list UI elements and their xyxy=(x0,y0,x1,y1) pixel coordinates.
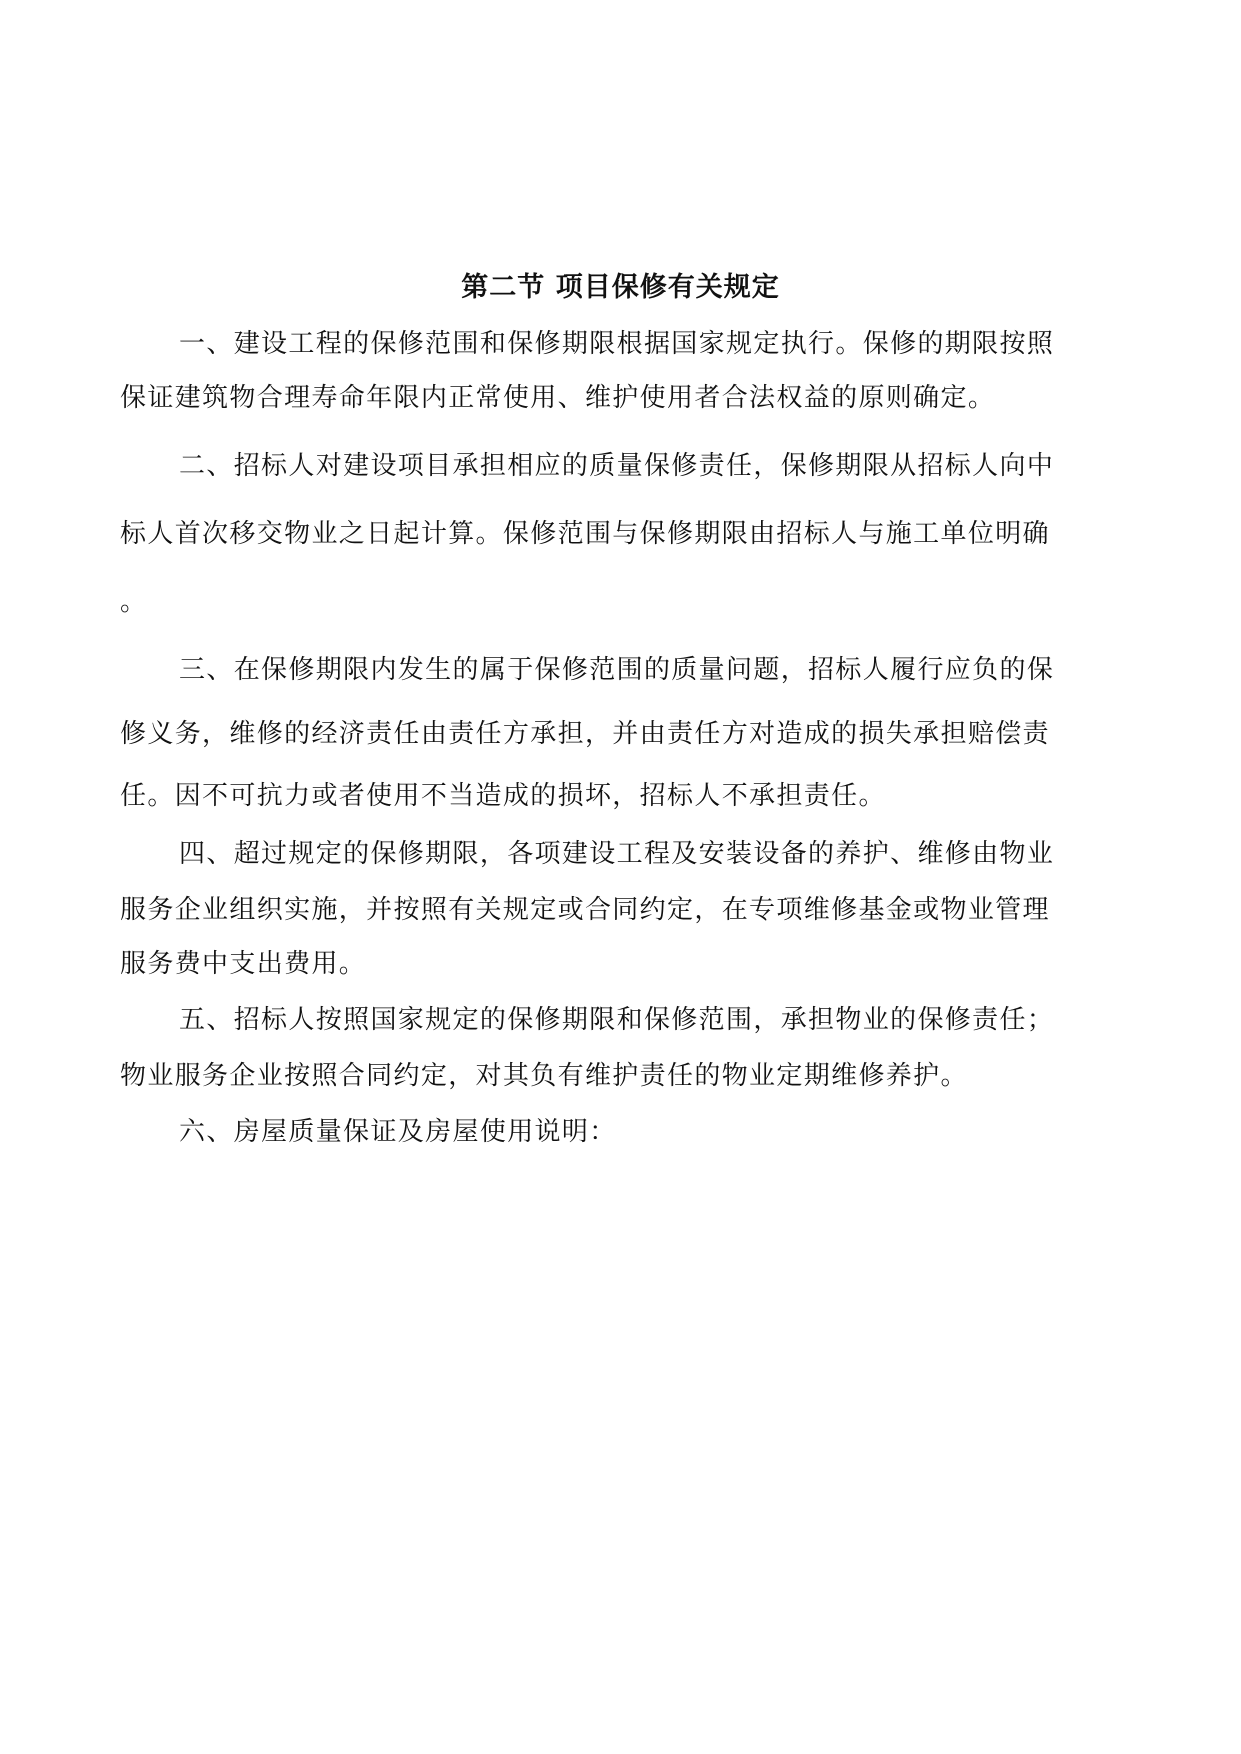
paragraph-3-line-2: 修义务，维修的经济责任由责任方承担，并由责任方对造成的损失承担赔偿责 xyxy=(120,719,1050,749)
paragraph-2-line-1: 二、招标人对建设项目承担相应的质量保修责任，保修期限从招标人向中 xyxy=(179,451,1055,481)
paragraph-3-line-3: 任。因不可抗力或者使用不当造成的损坏，招标人不承担责任。 xyxy=(120,781,886,811)
section-heading: 第二节 项目保修有关规定 xyxy=(461,272,780,303)
paragraph-4-line-2: 服务企业组织实施，并按照有关规定或合同约定，在专项维修基金或物业管理 xyxy=(120,895,1050,925)
paragraph-2-line-2: 标人首次移交物业之日起计算。保修范围与保修期限由招标人与施工单位明确 xyxy=(120,519,1050,549)
paragraph-5-line-1: 五、招标人按照国家规定的保修期限和保修范围，承担物业的保修责任； xyxy=(179,1005,1055,1035)
paragraph-4-line-1: 四、超过规定的保修期限，各项建设工程及安装设备的养护、维修由物业 xyxy=(179,839,1055,869)
paragraph-6-line-1: 六、房屋质量保证及房屋使用说明： xyxy=(179,1117,617,1147)
paragraph-3-line-1: 三、在保修期限内发生的属于保修范围的质量问题，招标人履行应负的保 xyxy=(179,655,1055,685)
paragraph-5-line-2: 物业服务企业按照合同约定，对其负有维护责任的物业定期维修养护。 xyxy=(120,1061,968,1091)
paragraph-1-line-2: 保证建筑物合理寿命年限内正常使用、维护使用者合法权益的原则确定。 xyxy=(120,383,996,413)
paragraph-4-line-3: 服务费中支出费用。 xyxy=(120,949,367,979)
paragraph-1-line-1: 一、建设工程的保修范围和保修期限根据国家规定执行。保修的期限按照 xyxy=(179,329,1055,359)
paragraph-2-line-3: 。 xyxy=(120,587,148,617)
